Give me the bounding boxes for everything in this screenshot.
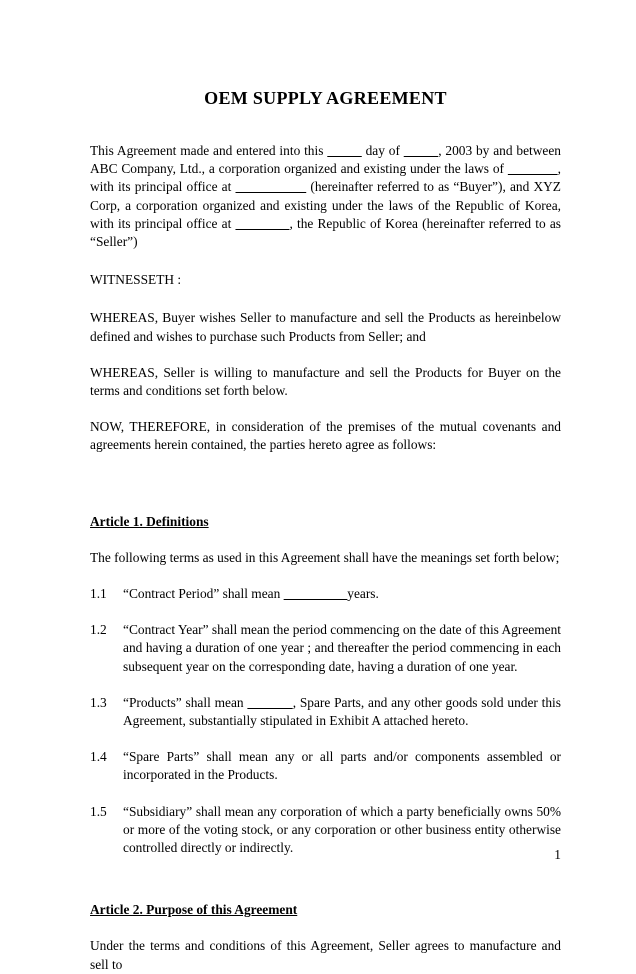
preamble-text-6: , the Republic of Korea (hereinafter referred to as “Seller”) — [90, 215, 561, 250]
clause-1-2 — [90, 621, 561, 676]
clause-number: 1.5 — [90, 803, 107, 819]
article-1-lead-in: The following terms as used in this Agreement shall have the meanings set forth below; — [90, 549, 560, 565]
document-body — [90, 0, 561, 974]
spacer — [90, 251, 561, 271]
spacer — [90, 108, 561, 142]
spacer — [90, 567, 561, 585]
spacer — [90, 531, 561, 549]
preamble-blank-office-seller — [235, 216, 289, 231]
spacer — [90, 603, 561, 621]
preamble-blank-office-buyer — [236, 179, 307, 194]
recital-now-therefore: NOW, THEREFORE, in consideration of the premises of the mutual covenants and agreements herein contained, the parties hereto agree as follows: — [90, 419, 561, 453]
page-number: 1 — [554, 847, 561, 862]
article-2-body: Under the terms and conditions of this Agreement, Seller agrees to manufacture and sell to — [90, 938, 561, 972]
spacer — [90, 400, 561, 418]
witnesseth-heading: WITNESSETH : — [90, 272, 182, 288]
clause-text-before: “Contract Period” shall mean — [123, 586, 284, 602]
spacer — [90, 676, 561, 694]
spacer — [90, 919, 561, 937]
clause-text-after: years. — [347, 586, 379, 602]
clause-text-before: “Subsidiary” shall mean any corporation of which a party beneficially owns 50% or more of the voting stock, or any corporation or other business entity otherwise controlled directly or indirectly. — [123, 803, 561, 856]
clause-number: 1.2 — [90, 622, 107, 638]
clause-text-before: “Spare Parts” shall mean any or all parts and/or components assembled or incorporated in the Products. — [123, 749, 561, 783]
clause-number: 1.1 — [90, 586, 107, 602]
preamble-text-2: day of — [361, 143, 404, 158]
recital-whereas-seller: WHEREAS, Seller is willing to manufacture and sell the Products for Buyer on the terms and conditions set forth below. — [90, 364, 561, 399]
clause-text-after: , Spare Parts, and any other goods sold under this Agreement, substantially stipulated in Exhibit A attached hereto. — [123, 694, 561, 729]
clause-blank — [247, 695, 292, 710]
preamble-blank-month — [404, 143, 438, 158]
article-2-heading-wrap — [90, 901, 561, 919]
clause-1-1 — [90, 585, 561, 603]
recital-whereas-buyer: WHEREAS, Buyer wishes Seller to manufacture and sell the Products as hereinbelow defined and wishes to purchase such Products from Seller; and — [90, 310, 561, 344]
page-title: OEM SUPPLY AGREEMENT — [204, 88, 447, 108]
preamble-paragraph — [90, 142, 561, 251]
article-1-heading-wrap — [90, 513, 561, 531]
spacer — [90, 289, 561, 309]
clause-number: 1.4 — [90, 749, 107, 765]
spacer — [90, 730, 561, 748]
spacer — [90, 785, 561, 803]
preamble-text-1: This Agreement made and entered into this — [90, 143, 328, 158]
preamble-blank-day — [327, 143, 361, 158]
article-2-heading: Article 2. Purpose of this Agreement — [90, 902, 298, 918]
preamble-text-5: (hereinafter referred to as “Buyer”), and XYZ Corp, a corporation organized and existing under the laws of the Republic of Korea, with its principal office at — [90, 179, 561, 231]
spacer — [90, 857, 561, 901]
preamble-text-3: , 2003 by and between ABC Company, Ltd., a corporation organized and existing under the laws of — [90, 143, 561, 177]
spacer — [90, 455, 561, 513]
article-1-heading: Article 1. Definitions — [90, 513, 209, 529]
clause-1-3 — [90, 694, 561, 730]
clause-blank — [284, 586, 348, 601]
clause-text-before: “Contract Year” shall mean the period commencing on the date of this Agreement and having a duration of one year ; and thereafter the period commencing in each subsequent year on the corresponding date, having a duration of one year. — [123, 622, 561, 674]
spacer — [90, 346, 561, 364]
preamble-blank-laws-buyer — [508, 161, 558, 176]
clause-1-4 — [90, 748, 561, 784]
clause-number: 1.3 — [90, 694, 107, 710]
preamble-text-4: , with its principal office at — [90, 161, 561, 195]
clause-text-before: “Products” shall mean — [123, 694, 248, 710]
